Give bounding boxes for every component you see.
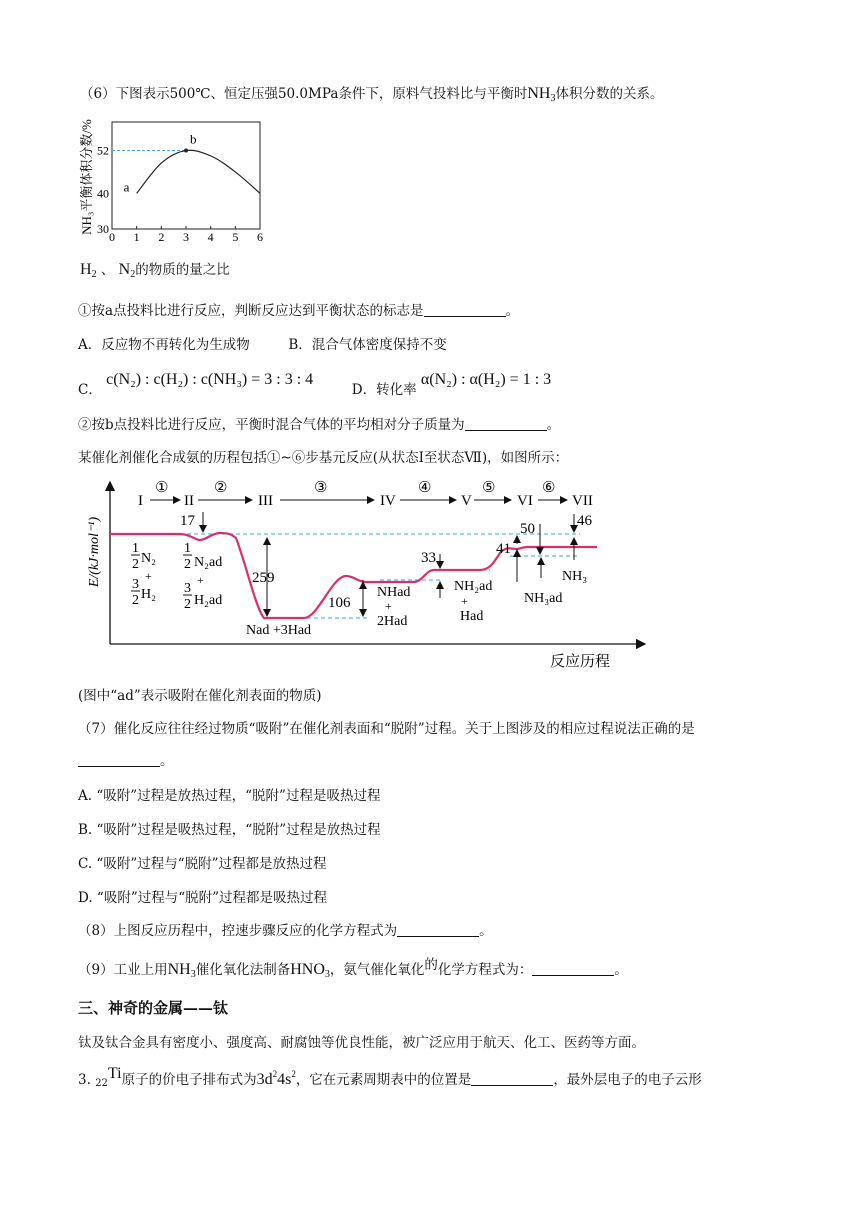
svg-text:1: 1 <box>132 541 139 556</box>
x-tick-label: 0 <box>109 230 115 244</box>
svg-text:+: + <box>461 594 468 608</box>
nh3-formula: $NH_3$ <box>527 85 556 104</box>
section-3-intro: 钛及钛合金具有密度小、强度高、耐腐蚀等优良性能，被广泛应用于航天、化工、医药等方面。 <box>78 1035 645 1051</box>
step-3: ③ <box>314 480 328 496</box>
answer-blank[interactable] <box>532 963 614 976</box>
option-c-formula: c(N₂) : c(H₂) : c(NH₃) = 3 : 3 : 4 <box>106 371 314 388</box>
step-1: ① <box>155 480 169 496</box>
q7-stem: （7）催化反应往往经过物质“吸附”在催化剂表面和“脱附”过程。关于上图涉及的相应过程说法正确的是 <box>78 721 695 737</box>
chart-frame <box>112 122 260 229</box>
y-tick-label: 30 <box>97 222 109 236</box>
answer-blank[interactable] <box>397 924 479 937</box>
hno3-formula: $HNO_3$ <box>290 961 330 980</box>
energy-xlabel: 反应历程 <box>550 654 611 670</box>
state-III: III <box>258 493 273 509</box>
q7-option-a: A. “吸附”过程是放热过程，“脱附”过程是吸热过程 <box>78 788 381 804</box>
species-nhad: NHad <box>377 585 411 600</box>
svg-text:3: 3 <box>184 581 191 596</box>
x-tick-label: 5 <box>232 230 239 244</box>
svg-text:3: 3 <box>132 577 139 592</box>
q7-blank-line: 。 <box>78 749 174 769</box>
svg-text:2: 2 <box>184 597 191 612</box>
species-h2: H₂ <box>141 587 156 602</box>
label-a: a <box>123 179 130 195</box>
catalysis-intro: 某催化剂催化合成氨的历程包括①~⑥步基元反应(从状态Ⅰ至状态Ⅶ)，如图所示： <box>78 450 569 466</box>
answer-blank[interactable] <box>424 304 506 317</box>
q6-text: 下图表示500℃、恒定压强50.0MPa条件下，原料气投料比与平衡时 <box>115 86 528 102</box>
ad-note: (图中“ad”表示吸附在催化剂表面的物质) <box>78 688 322 704</box>
state-VI: VI <box>517 493 533 509</box>
x-tick-label: 1 <box>133 230 140 244</box>
section-3-title: 三、神奇的金属——钛 <box>78 999 229 1017</box>
species-n2: N₂ <box>141 551 156 566</box>
label-b: b <box>190 131 197 147</box>
value-50: 50 <box>520 521 535 537</box>
step-2: ② <box>214 480 228 496</box>
species-h2ad: H₂ad <box>194 593 223 608</box>
nh3-formula: $NH_3$ <box>167 961 196 980</box>
svg-text:+: + <box>197 573 204 587</box>
state-V: V <box>461 493 472 509</box>
nh3-fraction-chart <box>72 112 272 244</box>
state-I: I <box>138 493 143 509</box>
state-IV: IV <box>380 493 396 509</box>
value-106: 106 <box>328 595 351 611</box>
svg-text:2: 2 <box>132 557 139 572</box>
x-tick-label: 3 <box>183 230 189 244</box>
x-tick-label: 2 <box>158 230 165 244</box>
q3-stem: 3. 22Ti原子的价电子排布式为$3d^24s^2$，它在元素周期表中的位置是 ，最外层电子的电子云形 <box>78 1065 702 1089</box>
y-tick-label: 52 <box>97 143 109 158</box>
species-nh2ad: NH₂ad <box>454 579 493 594</box>
species-nh3ad: NH₃ad <box>524 591 563 606</box>
answer-blank[interactable] <box>78 754 160 767</box>
value-17: 17 <box>180 513 195 529</box>
x-tick-label: 4 <box>207 230 214 244</box>
chart-curve <box>137 150 260 193</box>
chart-ylabel: NH₃平衡体积分数/% <box>79 119 94 235</box>
q7-option-d: D. “吸附”过程与“脱附”过程都是吸热过程 <box>78 890 328 906</box>
q6-1-options-cd <box>78 368 552 398</box>
value-259: 259 <box>252 570 275 586</box>
step-6: ⑥ <box>542 480 556 496</box>
svg-text:+: + <box>385 599 392 613</box>
y-tick-label: 40 <box>97 186 109 201</box>
q6-1-options-ab <box>78 333 447 353</box>
option-c-label: C． <box>78 382 102 398</box>
state-VII: VII <box>572 493 593 509</box>
q6-2-stem: ②按b点投料比进行反应，平衡时混合气体的平均相对分子质量为 。 <box>78 417 561 433</box>
chart-xlabel: $H_2$ 、 $N_2$的物质的量之比 <box>80 261 230 280</box>
answer-blank[interactable] <box>465 418 547 431</box>
svg-text:2: 2 <box>184 557 191 572</box>
answer-blank[interactable] <box>471 1073 553 1086</box>
svg-text:+: + <box>145 569 152 583</box>
species-had: Had <box>460 609 484 624</box>
energy-profile-diagram <box>80 474 650 674</box>
option-b: B．混合气体密度保持不变 <box>288 337 447 353</box>
option-d-label: D．转化率 <box>351 382 417 398</box>
value-46: 46 <box>577 513 592 529</box>
q6-text-end: 体积分数的关系。 <box>555 86 664 102</box>
q7-option-c: C. “吸附”过程与“脱附”过程都是放热过程 <box>78 856 327 872</box>
option-a: A．反应物不再转化为生成物 <box>78 337 250 353</box>
svg-text:2: 2 <box>132 593 139 608</box>
species-nad-3had: Nad +3Had <box>246 623 312 638</box>
state-II: II <box>184 493 194 509</box>
question-number: （6） <box>80 86 116 102</box>
q9-stem: （9）工业上用$NH_3$催化氧化法制备$HNO_3$，氨气催化氧化的化学方程式为： 。 <box>78 957 628 980</box>
energy-ylabel: E/(kJ·mol⁻¹) <box>87 516 102 588</box>
q8-stem: （8）上图反应历程中，控速步骤反应的化学方程式为 。 <box>78 923 493 939</box>
value-33: 33 <box>421 550 436 566</box>
svg-text:1: 1 <box>184 541 191 556</box>
step-5: ⑤ <box>482 480 496 496</box>
ti-electron-config: $3d^24s^2$ <box>256 1069 296 1088</box>
q6-line <box>80 82 663 104</box>
step-4: ④ <box>418 480 432 496</box>
q7-option-b: B. “吸附”过程是吸热过程，“脱附”过程是放热过程 <box>78 822 381 838</box>
value-41: 41 <box>496 541 511 557</box>
species-n2ad: N₂ad <box>194 555 223 570</box>
option-d-formula: α(N₂) : α(H₂) = 1 : 3 <box>420 371 552 388</box>
species-2had: 2Had <box>377 614 408 629</box>
q6-1-stem: ①按a点投料比进行反应，判断反应达到平衡状态的标志是 。 <box>78 303 520 319</box>
point-b <box>184 149 188 153</box>
question-number: 3. <box>78 1072 91 1088</box>
species-nh3: NH₃ <box>562 569 588 584</box>
x-tick-label: 6 <box>257 230 263 244</box>
